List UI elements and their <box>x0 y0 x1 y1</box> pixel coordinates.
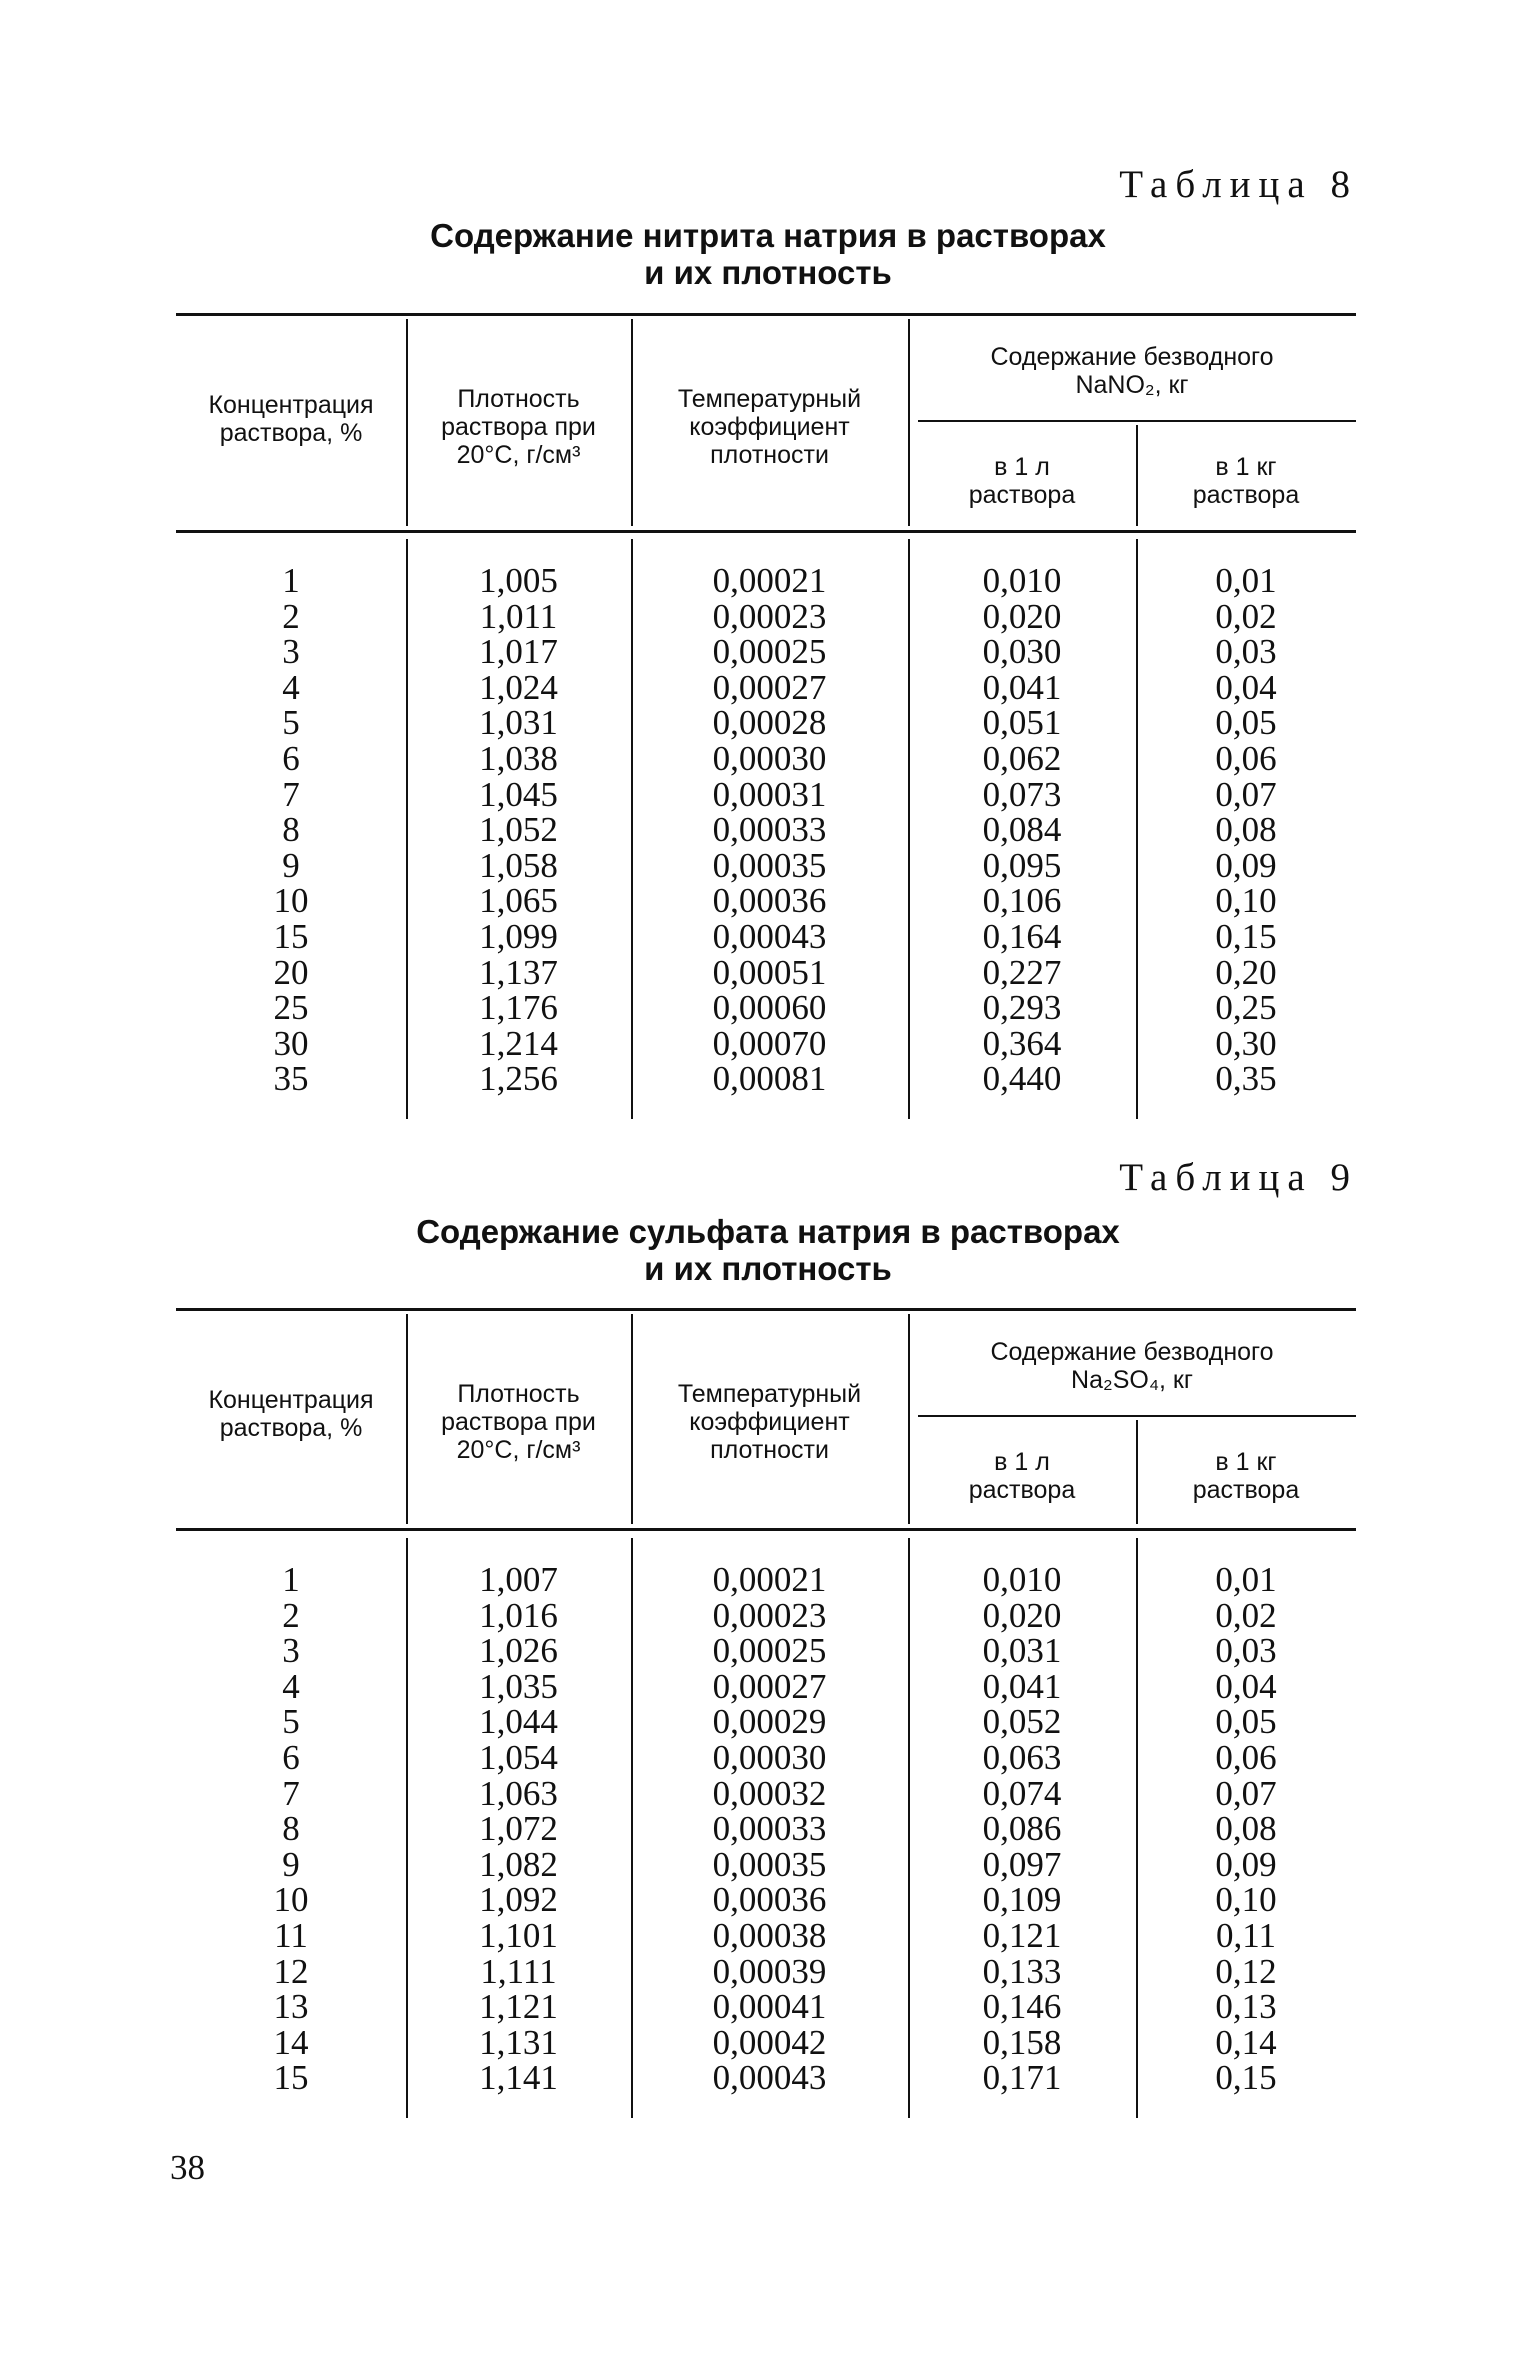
table-cell: 0,062 <box>982 738 1062 778</box>
header-text: 20°С, г/см³ <box>456 441 581 469</box>
table-cell: 0,010 <box>982 1560 1062 1599</box>
header-text: раствора <box>1192 481 1300 509</box>
table-cell: 2 <box>282 1595 300 1635</box>
table-cell: 20 <box>273 952 309 992</box>
table-cell: 15 <box>273 916 309 956</box>
table-cell: 0,133 <box>982 1951 1062 1991</box>
table-cell: 0,086 <box>982 1809 1062 1849</box>
table-cell: 3 <box>282 632 300 672</box>
table-cell: 0,171 <box>982 2058 1062 2098</box>
table-cell: 4 <box>282 1666 300 1706</box>
table-cell: 0,084 <box>982 810 1062 850</box>
table-cell: 0,020 <box>982 596 1062 636</box>
header-text: Содержание безводного <box>990 1338 1274 1366</box>
table-cell: 1,005 <box>479 561 558 600</box>
table-cell: 0,00021 <box>712 1560 827 1599</box>
table-9-label: Таблица 9 <box>1119 1156 1358 1199</box>
table-cell: 0,00027 <box>712 1666 827 1706</box>
table-cell: 0,00060 <box>712 988 827 1028</box>
table-cell: 0,010 <box>982 561 1062 600</box>
table-cell: 0,00030 <box>712 1737 827 1777</box>
table-cell: 1,121 <box>479 1987 558 2027</box>
header-text: Плотность <box>457 1380 580 1408</box>
table-cell: 0,097 <box>982 1844 1062 1884</box>
table-cell: 0,00041 <box>712 1987 827 2027</box>
table-cell: 14 <box>273 2022 309 2062</box>
table-cell: 0,440 <box>982 1059 1062 1099</box>
table-8-header-rule <box>176 530 1356 533</box>
table-cell: 0,09 <box>1215 845 1277 885</box>
table-cell: 1,082 <box>479 1844 558 1884</box>
table-cell: 0,13 <box>1215 1987 1277 2027</box>
table-cell: 1,011 <box>479 596 558 636</box>
table-8-header-temp-coef <box>631 385 908 469</box>
table-cell: 0,020 <box>982 1595 1062 1635</box>
table-cell: 0,01 <box>1215 1560 1277 1599</box>
table-cell: 1 <box>282 1560 300 1599</box>
table-cell: 0,164 <box>982 916 1062 956</box>
table-8-column-per-kg <box>1136 563 1356 1097</box>
table-cell: 0,00028 <box>712 703 827 743</box>
header-text: Содержание безводного <box>990 343 1274 371</box>
table-cell: 0,121 <box>982 1915 1062 1955</box>
table-cell: 0,02 <box>1215 596 1277 636</box>
table-9-header-concentration <box>176 1386 406 1442</box>
table-cell: 0,04 <box>1215 1666 1277 1706</box>
header-text: раствора <box>968 481 1076 509</box>
header-text: раствора при <box>441 413 596 441</box>
header-text: в 1 л <box>994 1448 1050 1476</box>
table-cell: 0,146 <box>982 1987 1062 2027</box>
table-cell: 0,158 <box>982 2022 1062 2062</box>
table-cell: 0,074 <box>982 1773 1062 1813</box>
table-cell: 1,092 <box>479 1880 558 1920</box>
table-cell: 0,03 <box>1215 1631 1277 1671</box>
table-cell: 0,00025 <box>712 1631 827 1671</box>
table-cell: 0,11 <box>1216 1915 1276 1955</box>
header-text: Температурный <box>677 1380 862 1408</box>
table-8-title-line2: и их плотность <box>644 254 892 291</box>
header-text: Температурный <box>677 385 862 413</box>
table-cell: 1,035 <box>479 1666 558 1706</box>
table-cell: 0,02 <box>1215 1595 1277 1635</box>
header-text: в 1 кг <box>1215 1448 1277 1476</box>
table-cell: 0,063 <box>982 1737 1062 1777</box>
table-8-header-content <box>908 343 1356 399</box>
table-cell: 15 <box>273 2058 309 2098</box>
header-text: раствора, % <box>219 419 363 447</box>
table-cell: 30 <box>273 1023 309 1063</box>
table-cell: 0,15 <box>1215 916 1277 956</box>
table-cell: 0,00081 <box>712 1059 827 1099</box>
table-9-column-per-kg <box>1136 1562 1356 2096</box>
table-cell: 0,14 <box>1215 2022 1277 2062</box>
table-cell: 0,00031 <box>712 774 827 814</box>
table-cell: 25 <box>273 988 309 1028</box>
header-text: коэффициент <box>689 413 850 441</box>
table-8-title <box>0 217 1536 291</box>
table-8-header-concentration <box>176 391 406 447</box>
table-cell: 0,00070 <box>712 1023 827 1063</box>
table-8-top-rule <box>176 313 1356 316</box>
table-9-column-temp-coef <box>631 1562 908 2096</box>
table-cell: 5 <box>282 1702 300 1742</box>
table-cell: 0,00035 <box>712 1844 827 1884</box>
header-text: в 1 л <box>994 453 1050 481</box>
table-cell: 1,044 <box>479 1702 558 1742</box>
table-9-header-content <box>908 1338 1356 1394</box>
table-cell: 0,106 <box>982 881 1062 921</box>
header-text: раствора, % <box>219 1414 363 1442</box>
table-cell: 1,031 <box>479 703 558 743</box>
table-cell: 0,00051 <box>712 952 827 992</box>
table-cell: 5 <box>282 703 300 743</box>
header-text: плотности <box>710 1436 829 1464</box>
header-text: NaNO₂, кг <box>1075 371 1189 399</box>
table-cell: 0,00032 <box>712 1773 827 1813</box>
table-cell: 1,024 <box>479 667 558 707</box>
table-cell: 7 <box>282 1773 300 1813</box>
table-cell: 0,04 <box>1215 667 1277 707</box>
table-cell: 0,00035 <box>712 845 827 885</box>
table-cell: 8 <box>282 1809 300 1849</box>
table-9-header-per-l <box>908 1448 1136 1504</box>
table-cell: 1,111 <box>480 1951 557 1991</box>
table-cell: 1,016 <box>479 1595 558 1635</box>
table-8-header-density <box>406 385 631 469</box>
table-9-header-rule <box>176 1528 1356 1531</box>
table-cell: 6 <box>282 1737 300 1777</box>
table-cell: 0,30 <box>1215 1023 1277 1063</box>
header-text: раствора при <box>441 1408 596 1436</box>
table-9-column-concentration <box>176 1562 406 2096</box>
table-cell: 2 <box>282 596 300 636</box>
header-text: Na₂SO₄, кг <box>1071 1366 1193 1394</box>
table-9-subheader-rule <box>918 1415 1356 1417</box>
table-cell: 0,052 <box>982 1702 1062 1742</box>
table-cell: 13 <box>273 1987 309 2027</box>
table-cell: 0,00021 <box>712 561 827 600</box>
table-cell: 0,073 <box>982 774 1062 814</box>
table-cell: 0,05 <box>1215 703 1277 743</box>
table-cell: 0,09 <box>1215 1844 1277 1884</box>
table-cell: 0,00036 <box>712 881 827 921</box>
header-text: Плотность <box>457 385 580 413</box>
table-8-title-line1: Содержание нитрита натрия в растворах <box>430 217 1106 254</box>
table-cell: 0,00025 <box>712 632 827 672</box>
table-cell: 1,017 <box>479 632 558 672</box>
table-cell: 35 <box>273 1059 309 1099</box>
table-cell: 0,00033 <box>712 1809 827 1849</box>
table-cell: 0,00036 <box>712 1880 827 1920</box>
table-cell: 1,065 <box>479 881 558 921</box>
table-cell: 4 <box>282 667 300 707</box>
table-cell: 1,137 <box>479 952 558 992</box>
table-cell: 1,052 <box>479 810 558 850</box>
table-cell: 0,030 <box>982 632 1062 672</box>
table-cell: 9 <box>282 1844 300 1884</box>
table-9-header-temp-coef <box>631 1380 908 1464</box>
table-9-header-density <box>406 1380 631 1464</box>
table-8-column-concentration <box>176 563 406 1097</box>
table-cell: 1,099 <box>479 916 558 956</box>
header-text: раствора <box>968 1476 1076 1504</box>
table-9-title-line2: и их плотность <box>644 1250 892 1287</box>
header-text: раствора <box>1192 1476 1300 1504</box>
table-9-title <box>0 1213 1536 1287</box>
table-cell: 10 <box>273 1880 309 1920</box>
page-number: 38 <box>170 2148 205 2187</box>
table-cell: 10 <box>273 881 309 921</box>
table-cell: 1,176 <box>479 988 558 1028</box>
table-cell: 0,00043 <box>712 916 827 956</box>
table-cell: 0,227 <box>982 952 1062 992</box>
table-cell: 7 <box>282 774 300 814</box>
table-cell: 1,141 <box>479 2058 558 2098</box>
table-cell: 0,08 <box>1215 1809 1277 1849</box>
table-cell: 0,05 <box>1215 1702 1277 1742</box>
table-cell: 0,041 <box>982 667 1062 707</box>
table-cell: 1,058 <box>479 845 558 885</box>
table-8-header-per-l <box>908 453 1136 509</box>
table-cell: 0,00043 <box>712 2058 827 2098</box>
table-cell: 0,00029 <box>712 1702 827 1742</box>
table-cell: 9 <box>282 845 300 885</box>
table-cell: 3 <box>282 1631 300 1671</box>
table-cell: 0,00023 <box>712 596 827 636</box>
table-cell: 0,10 <box>1215 881 1277 921</box>
table-cell: 0,293 <box>982 988 1062 1028</box>
table-cell: 0,00023 <box>712 1595 827 1635</box>
table-9-title-line1: Содержание сульфата натрия в растворах <box>416 1213 1120 1250</box>
table-cell: 0,00027 <box>712 667 827 707</box>
table-cell: 1,054 <box>479 1737 558 1777</box>
table-cell: 0,12 <box>1215 1951 1277 1991</box>
table-cell: 0,35 <box>1215 1059 1277 1099</box>
table-cell: 0,25 <box>1215 988 1277 1028</box>
table-cell: 0,00038 <box>712 1915 827 1955</box>
table-9-top-rule <box>176 1308 1356 1311</box>
table-cell: 8 <box>282 810 300 850</box>
table-cell: 0,03 <box>1215 632 1277 672</box>
table-cell: 0,15 <box>1215 2058 1277 2098</box>
table-cell: 0,20 <box>1215 952 1277 992</box>
table-9-header-per-kg <box>1136 1448 1356 1504</box>
table-cell: 1,101 <box>479 1915 558 1955</box>
header-text: коэффициент <box>689 1408 850 1436</box>
table-cell: 6 <box>282 738 300 778</box>
table-8-header-per-kg <box>1136 453 1356 509</box>
table-cell: 0,00039 <box>712 1951 827 1991</box>
table-cell: 0,00033 <box>712 810 827 850</box>
table-cell: 0,095 <box>982 845 1062 885</box>
table-cell: 0,07 <box>1215 774 1277 814</box>
header-text: в 1 кг <box>1215 453 1277 481</box>
table-cell: 0,031 <box>982 1631 1062 1671</box>
table-8-column-density <box>406 563 631 1097</box>
table-cell: 0,364 <box>982 1023 1062 1063</box>
header-text: Концентрация <box>208 1386 374 1414</box>
table-cell: 11 <box>274 1915 308 1955</box>
table-cell: 0,109 <box>982 1880 1062 1920</box>
table-cell: 12 <box>273 1951 309 1991</box>
table-cell: 0,00042 <box>712 2022 827 2062</box>
table-cell: 1,007 <box>479 1560 558 1599</box>
table-cell: 0,06 <box>1215 738 1277 778</box>
table-cell: 0,041 <box>982 1666 1062 1706</box>
header-text: плотности <box>710 441 829 469</box>
table-cell: 1,256 <box>479 1059 558 1099</box>
table-cell: 0,01 <box>1215 561 1277 600</box>
table-cell: 0,08 <box>1215 810 1277 850</box>
table-8-column-per-l <box>908 563 1136 1097</box>
table-cell: 1,131 <box>479 2022 558 2062</box>
table-8-label: Таблица 8 <box>1119 163 1358 206</box>
table-9-column-per-l <box>908 1562 1136 2096</box>
table-cell: 1,045 <box>479 774 558 814</box>
table-8-column-temp-coef <box>631 563 908 1097</box>
table-8-subheader-rule <box>918 420 1356 422</box>
table-cell: 1,214 <box>479 1023 558 1063</box>
table-cell: 1,072 <box>479 1809 558 1849</box>
header-text: 20°С, г/см³ <box>456 1436 581 1464</box>
table-9-column-density <box>406 1562 631 2096</box>
table-cell: 0,10 <box>1215 1880 1277 1920</box>
table-cell: 1,038 <box>479 738 558 778</box>
header-text: Концентрация <box>208 391 374 419</box>
table-cell: 1,063 <box>479 1773 558 1813</box>
table-cell: 0,051 <box>982 703 1062 743</box>
table-cell: 0,06 <box>1215 1737 1277 1777</box>
table-cell: 1 <box>282 561 300 600</box>
table-cell: 0,00030 <box>712 738 827 778</box>
table-cell: 1,026 <box>479 1631 558 1671</box>
table-cell: 0,07 <box>1215 1773 1277 1813</box>
